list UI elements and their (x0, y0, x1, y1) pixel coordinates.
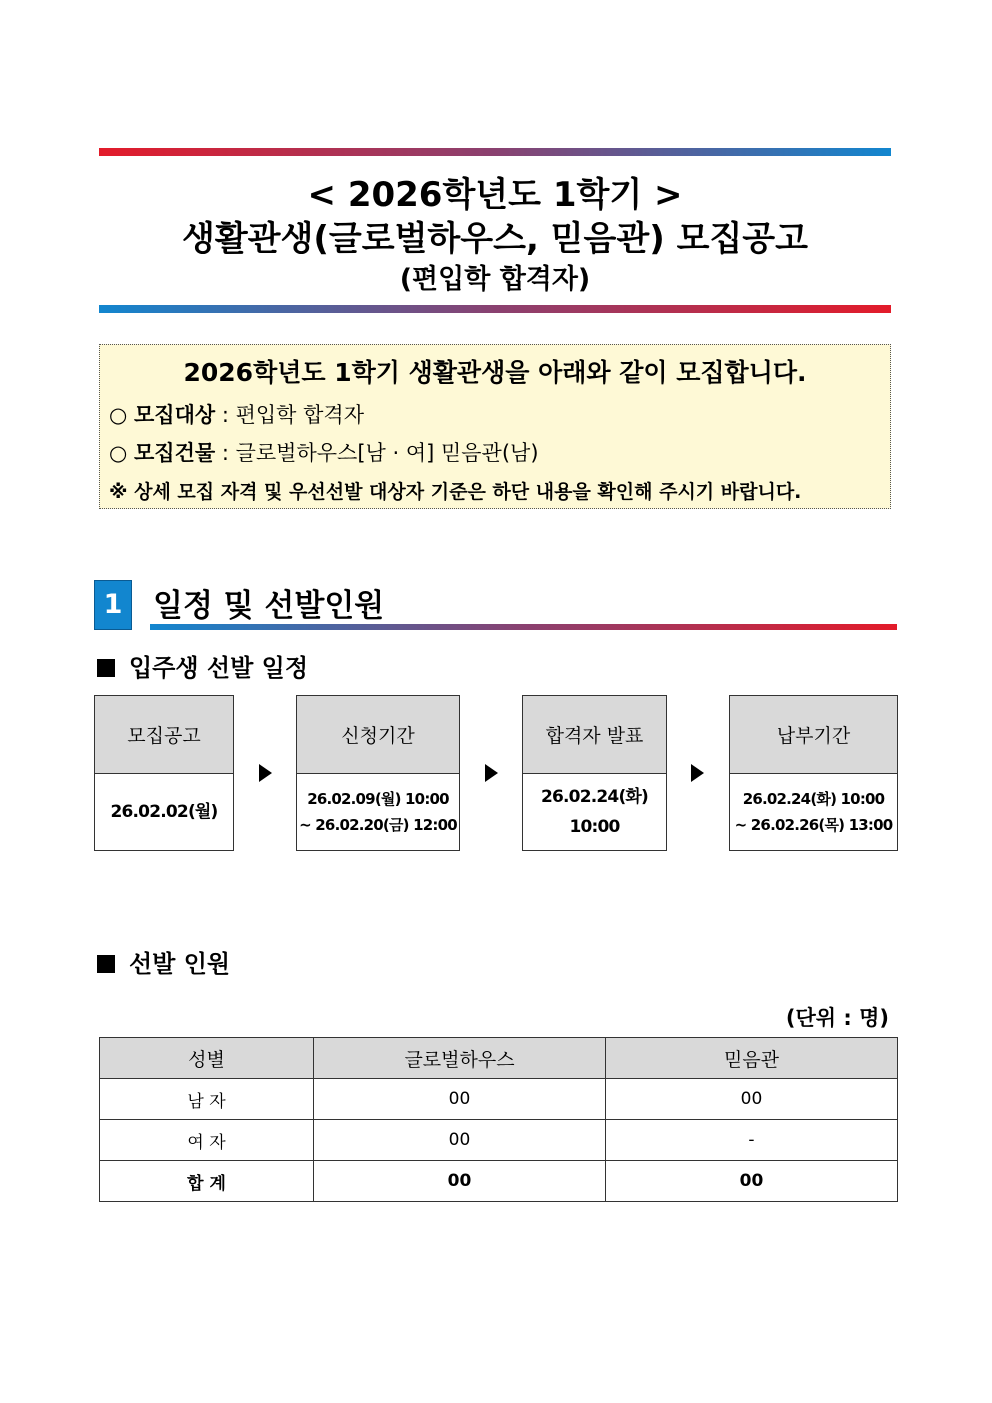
quota-table (99, 1037, 898, 1202)
section-underline (150, 624, 897, 630)
circle-bullet-icon: ○ (109, 403, 128, 427)
step-label: 모집공고 (95, 696, 233, 774)
header-mideum-hall: 믿음관 (606, 1038, 898, 1079)
notice-item-value: 편입학 합격자 (235, 403, 365, 427)
step-date-line: 26.02.02(월) (110, 802, 218, 822)
right-triangle-arrow-icon (259, 764, 272, 782)
black-square-icon (97, 955, 115, 973)
schedule-step-announcement (94, 695, 234, 851)
notice-item-separator: : (215, 403, 236, 427)
right-triangle-arrow-icon (691, 764, 704, 782)
table-row (100, 1079, 898, 1120)
notice-item-building (109, 437, 539, 467)
step-date (730, 774, 897, 850)
section-number-badge: 1 (94, 580, 132, 630)
step-label: 납부기간 (730, 696, 897, 774)
step-date (297, 774, 459, 850)
step-date-line: 10:00 (569, 817, 620, 837)
notice-note: ※ 상세 모집 자격 및 우선선발 대상자 기준은 하단 내용을 확인해 주시기 바랍니다. (109, 481, 802, 503)
unit-label: (단위 : 명) (785, 1006, 889, 1030)
table-cell: 00 (314, 1120, 606, 1161)
title-line-3: (편입학 합격자) (399, 264, 591, 295)
title-line-2: 생활관생(글로벌하우스, 믿음관) 모집공고 (181, 219, 808, 259)
table-cell: 합 계 (100, 1161, 314, 1202)
table-cell: 00 (606, 1079, 898, 1120)
step-date-line: 26.02.24(화) 10:00 (742, 790, 885, 808)
table-cell: 00 (314, 1161, 606, 1202)
schedule-step-result (522, 695, 667, 851)
notice-item-separator: : (215, 441, 236, 465)
step-date-line: 26.02.24(화) (540, 787, 649, 807)
title-line-1: < 2026학년도 1학기 > (307, 175, 683, 215)
quota-heading (97, 944, 230, 979)
circle-bullet-icon: ○ (109, 441, 128, 465)
step-date (523, 774, 666, 850)
notice-item-label: 모집대상 (134, 403, 216, 427)
step-date (95, 774, 233, 850)
notice-item-label: 모집건물 (134, 441, 216, 465)
table-cell: 00 (606, 1161, 898, 1202)
schedule-step-payment (729, 695, 898, 851)
quota-heading-text: 선발 인원 (129, 950, 231, 978)
header-gender: 성별 (100, 1038, 314, 1079)
table-row-total (100, 1161, 898, 1202)
table-cell: 남 자 (100, 1079, 314, 1120)
title-bottom-gradient-bar (99, 305, 891, 313)
title-top-gradient-bar (99, 148, 891, 156)
notice-item-value: 글로벌하우스[남 · 여] 믿음관(남) (235, 441, 539, 465)
notice-box (99, 344, 891, 509)
step-date-line: ~ 26.02.26(목) 13:00 (734, 816, 893, 834)
schedule-step-application (296, 695, 460, 851)
table-cell: - (606, 1120, 898, 1161)
step-date-line: 26.02.09(월) 10:00 (307, 790, 449, 808)
schedule-heading (97, 648, 308, 683)
header-global-house: 글로벌하우스 (314, 1038, 606, 1079)
notice-item-target (109, 399, 364, 429)
step-label: 신청기간 (297, 696, 459, 774)
table-cell: 여 자 (100, 1120, 314, 1161)
black-square-icon (97, 659, 115, 677)
right-triangle-arrow-icon (485, 764, 498, 782)
section-title: 일정 및 선발인원 (153, 588, 385, 624)
step-date-line: ~ 26.02.20(금) 12:00 (299, 816, 457, 834)
table-cell: 00 (314, 1079, 606, 1120)
step-label: 합격자 발표 (523, 696, 666, 774)
notice-headline: 2026학년도 1학기 생활관생을 아래와 같이 모집합니다. (183, 358, 807, 387)
table-row (100, 1120, 898, 1161)
schedule-heading-text: 입주생 선발 일정 (129, 654, 308, 682)
table-header-row (100, 1038, 898, 1079)
